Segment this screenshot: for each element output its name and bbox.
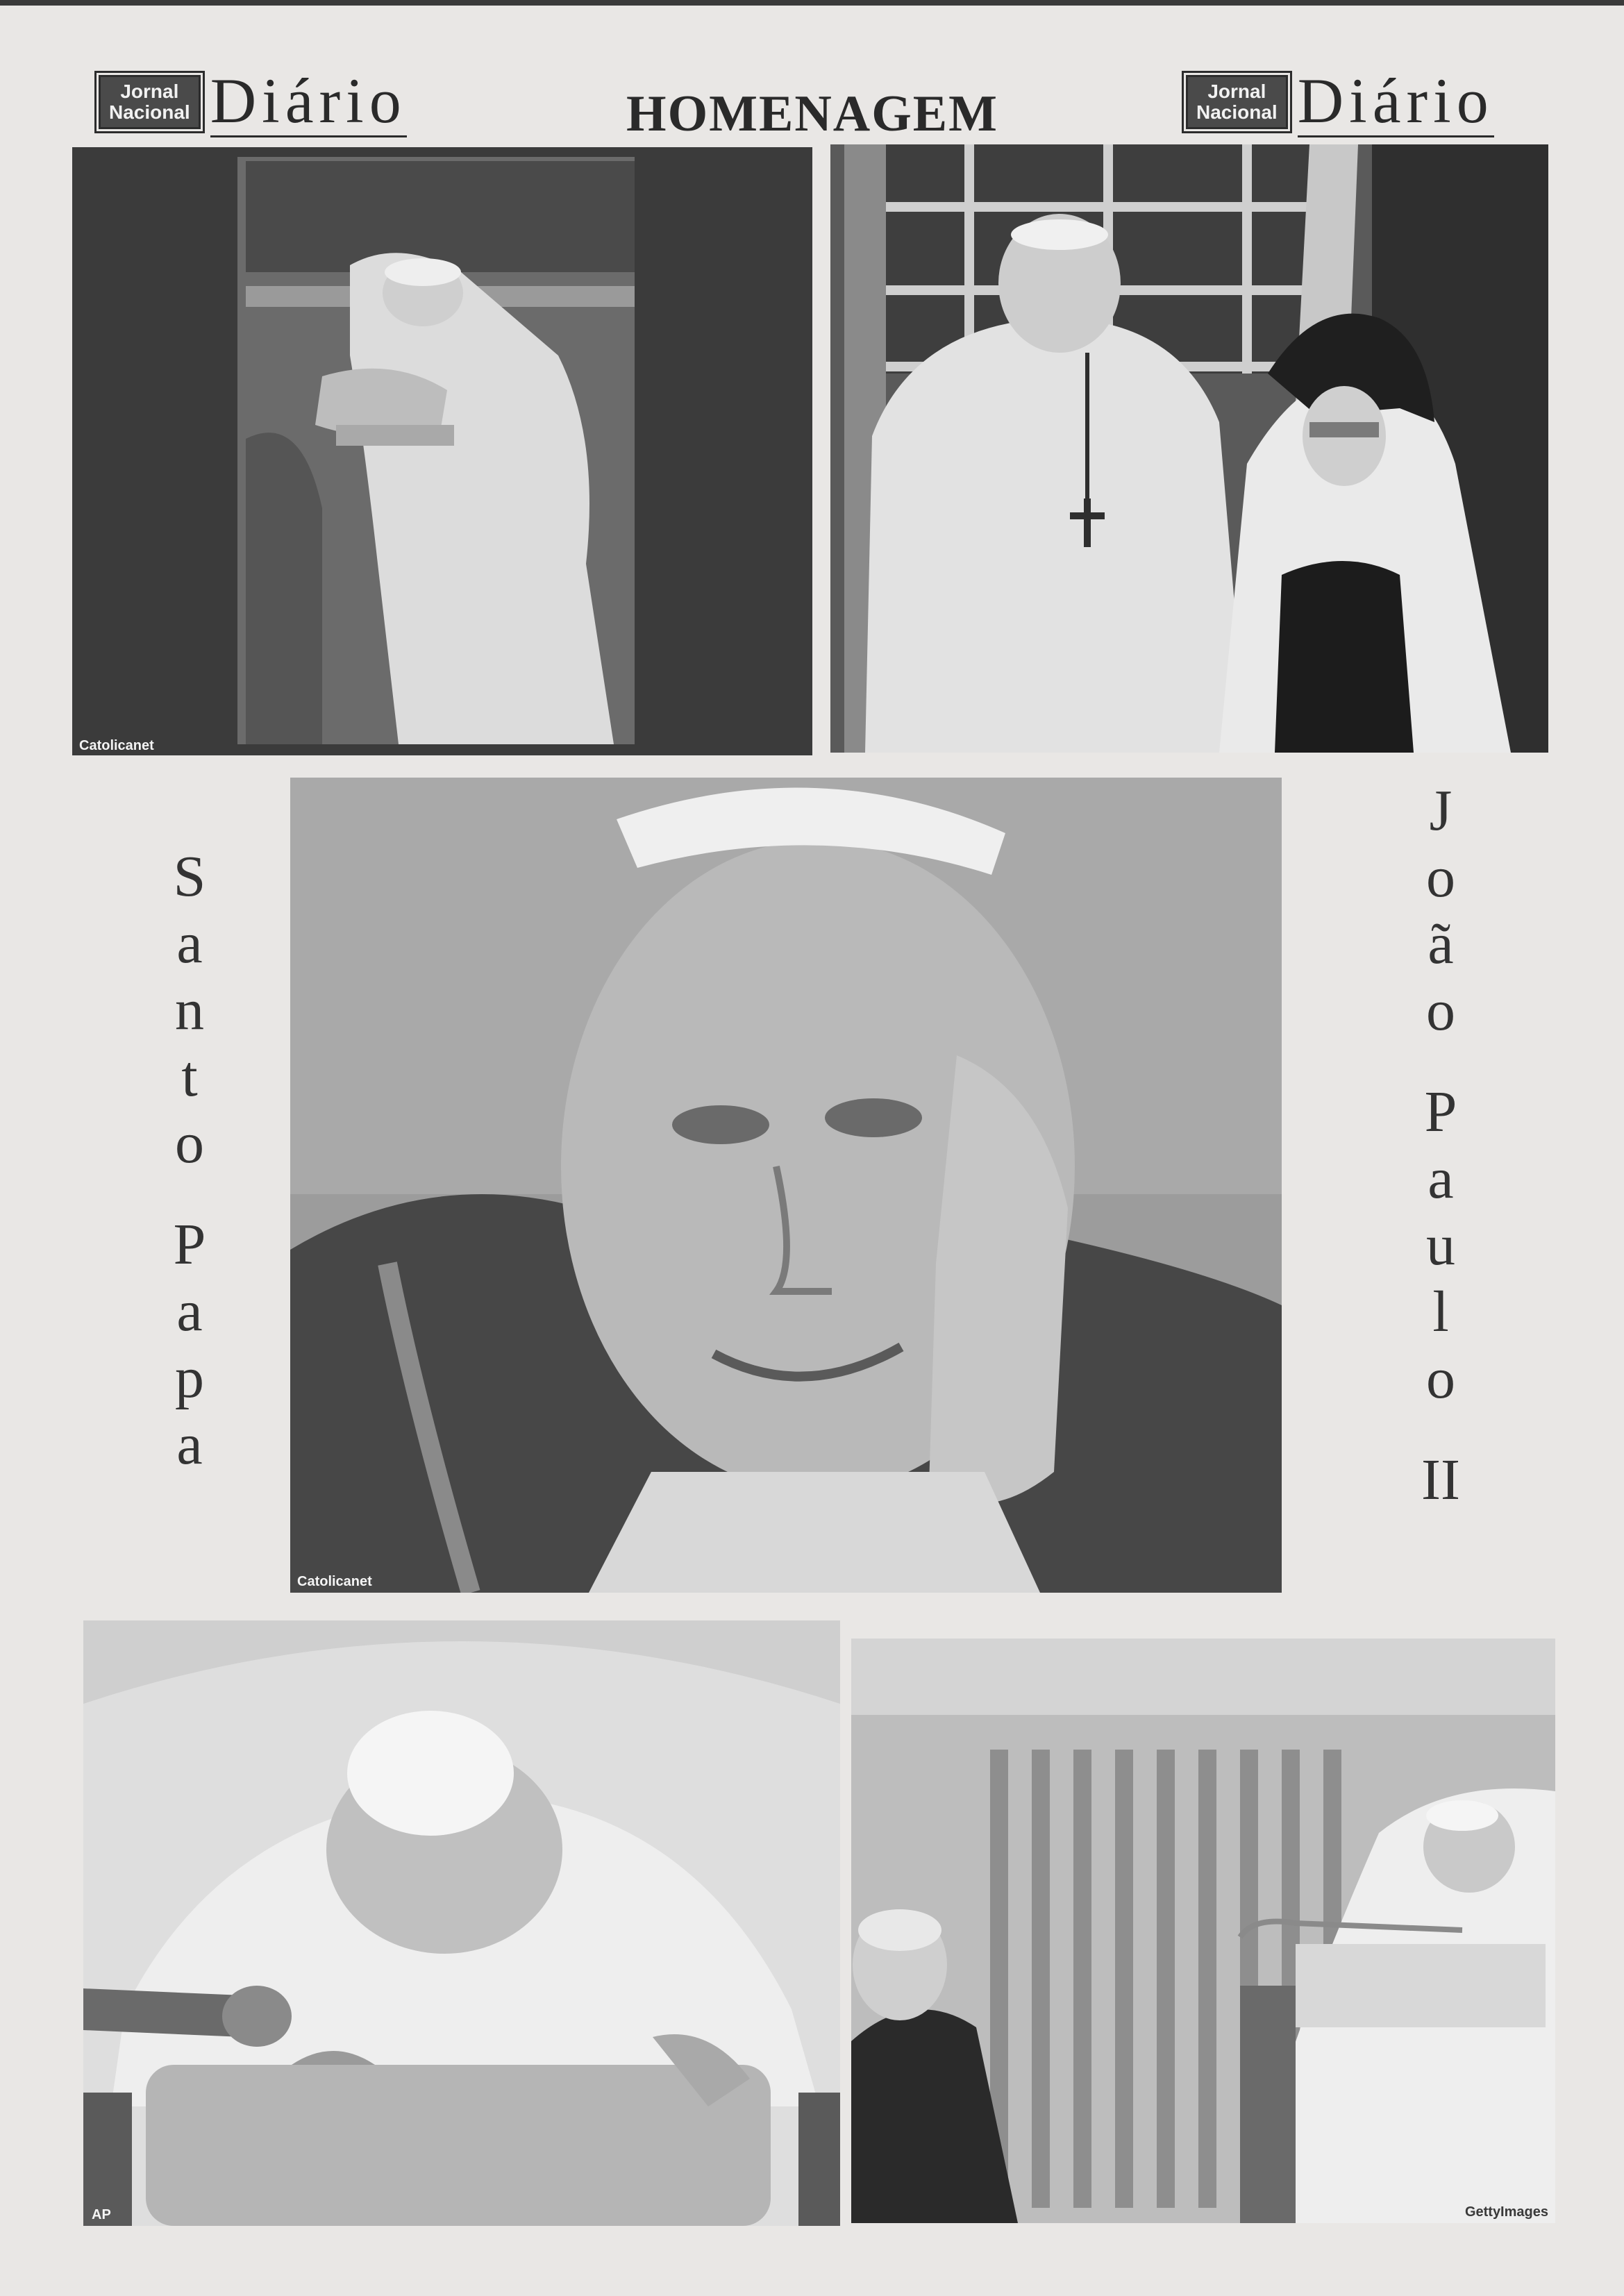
- letter: p: [175, 1346, 204, 1410]
- photo-pope-bowing: [72, 147, 812, 755]
- logo-box-line2: Nacional: [109, 101, 190, 123]
- photo-pope-head-bowed: [83, 1620, 840, 2226]
- letter: a: [176, 911, 203, 975]
- vertical-caption-santo-papa: [165, 844, 214, 1478]
- letter: l: [1432, 1280, 1449, 1344]
- photo-pope-with-nun-image: [830, 144, 1548, 753]
- letter: P: [173, 1212, 206, 1277]
- letter: J: [1429, 778, 1453, 843]
- section-title: HOMENAGEM: [626, 85, 998, 142]
- photo-pope-portrait-image: [290, 778, 1282, 1593]
- logo-word: Diário: [1297, 65, 1494, 136]
- letter: a: [1428, 1146, 1454, 1211]
- letter: a: [176, 1412, 203, 1477]
- letter: a: [176, 1279, 203, 1343]
- photo-credit: AP: [92, 2207, 111, 2222]
- masthead-logo-left: [99, 65, 407, 137]
- logo-word: Diário: [210, 65, 407, 136]
- roman-numeral: II: [1421, 1448, 1460, 1512]
- photo-pope-portrait: [290, 778, 1282, 1593]
- photo-pope-at-microphone: [851, 1639, 1555, 2223]
- masthead-logo-right: [1186, 65, 1494, 137]
- letter: o: [1426, 978, 1455, 1043]
- letter: ã: [1428, 912, 1454, 976]
- letter: n: [175, 978, 204, 1042]
- photo-credit: Catolicanet: [297, 1574, 372, 1589]
- photo-pope-with-nun: [830, 144, 1548, 753]
- photo-pope-head-bowed-image: [83, 1620, 840, 2226]
- letter: o: [175, 1111, 204, 1175]
- page-top-edge: [0, 0, 1624, 6]
- logo-box-line1: Jornal: [120, 81, 179, 102]
- logo-box-line2: Nacional: [1196, 101, 1278, 123]
- photo-pope-at-microphone-image: [851, 1639, 1555, 2223]
- photo-credit: Catolicanet: [79, 738, 154, 753]
- logo-box-line1: Jornal: [1207, 81, 1266, 102]
- photo-pope-bowing-image: [72, 147, 812, 755]
- vertical-caption-joao-paulo-ii: [1409, 778, 1472, 1514]
- photo-credit: GettyImages: [1464, 2204, 1548, 2220]
- letter: u: [1426, 1213, 1455, 1277]
- letter: o: [1426, 845, 1455, 910]
- jornal-nacional-box: [99, 75, 201, 129]
- jornal-nacional-box: [1186, 75, 1288, 129]
- letter: S: [173, 844, 206, 909]
- letter: t: [181, 1044, 198, 1109]
- letter: P: [1424, 1080, 1457, 1144]
- letter: o: [1426, 1346, 1455, 1411]
